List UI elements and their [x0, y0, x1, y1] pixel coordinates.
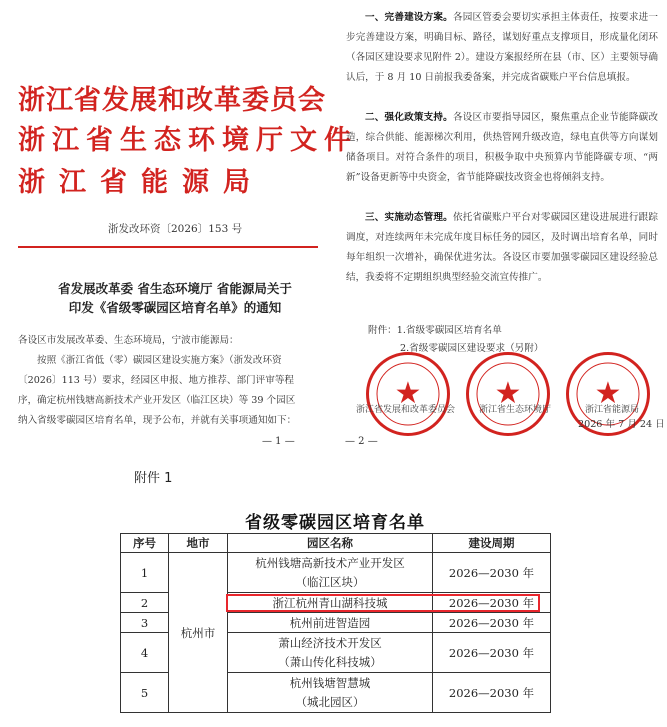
seal-2: [466, 352, 550, 436]
issuer-line-2: 浙江省生态环境厅文件: [18, 125, 358, 156]
header-no: 序号: [121, 534, 169, 553]
period: 2026—2030 年: [433, 593, 551, 613]
period: 2026—2030 年: [433, 673, 551, 713]
header-park-name: 园区名称: [228, 534, 433, 553]
park-list-table: [120, 533, 551, 713]
city-cell: 杭州市: [169, 553, 228, 713]
park-name: 浙江杭州青山湖科技城: [228, 593, 433, 613]
seal-1: [366, 352, 450, 436]
park-name-line: （城北园区）: [295, 694, 365, 709]
paragraph-3-text: 依托省碳账户平台对零碳园区建设进展进行跟踪调度，对连续两年未完成年度目标任务的园区，及时调出培育名单，同时每年组织一次增补，确保优进劣汰。各设区市要加强零碳园区建设经验总结，我委将不定期组织典型经验交流宣传推广。: [346, 212, 659, 283]
paragraph-3: [346, 208, 658, 288]
star-icon: ★: [594, 376, 622, 411]
park-name-line: 萧山经济技术开发区: [278, 635, 382, 650]
row-no: 2: [121, 593, 169, 613]
body-line-2: 〔2026〕113 号）要求，经园区申报、地方推荐、部门评审等程: [18, 375, 295, 386]
page-number-2: — 2 —: [345, 436, 378, 447]
notice-title-line-1: 省发展改革委 省生态环境厅 省能源局关于: [58, 281, 292, 296]
row-no: 3: [121, 613, 169, 633]
red-divider-line: [18, 246, 318, 248]
body-line-4: 纳入省级零碳园区培育名单，现予公布，并就有关事项通知如下：: [18, 415, 297, 426]
period: 2026—2030 年: [433, 553, 551, 593]
issuer-line-1: 浙江省发展和改革委员会: [18, 85, 326, 116]
notice-title-line-2: 印发《省级零碳园区培育名单》的通知: [68, 300, 282, 315]
park-name-line: （萧山传化科技城）: [278, 654, 382, 669]
body-line-1: 按照《浙江省低（零）碳园区建设实施方案》（浙发改环资: [37, 355, 282, 366]
signer-2: 浙江省生态环境厅: [479, 405, 552, 415]
page-number-1: — 1 —: [262, 436, 295, 447]
park-name: [228, 633, 433, 673]
star-icon: ★: [494, 376, 522, 411]
paragraph-1-text: 各园区管委会要切实承担主体责任，按要求进一步完善建设方案，明确目标、路径，谋划好重点支撑项目，形成量化闭环（各园区建设要求见附件 2）。建设方案报经所在县（市、区）主要领导确认后，于 8 月 10 日前报我委备案，并完成省碳账户平台信息填报。: [346, 12, 659, 83]
paragraph-2-text: 各设区市要指导园区，聚焦重点企业节能降碳改造，综合供能、能源梯次利用，供热管网升级改造，绿电直供等方向谋划储备项目。对符合条件的项目，积极争取中央预算内节能降碳专项、“两新”设备更新等中央资金，省节能降碳技改资金也将倾斜支持。: [346, 112, 659, 183]
park-name-line: 杭州钱塘智慧城: [289, 675, 371, 690]
paragraph-3-lead: 三、实施动态管理。: [365, 212, 453, 223]
period: 2026—2030 年: [433, 613, 551, 633]
table-header-row: [121, 534, 551, 553]
header-period: 建设周期: [433, 534, 551, 553]
row-2-highlight-box: [226, 594, 540, 612]
paragraph-1-lead: 一、完善建设方案。: [365, 12, 453, 23]
signer-1: 浙江省发展和改革委员会: [356, 405, 456, 415]
attachment-2: 2.省级零碳园区建设要求（另附）: [400, 343, 544, 354]
park-name: [228, 553, 433, 593]
attachment-label: 附件 1: [134, 471, 173, 486]
addressee: 各设区市发展改革委、生态环境局，宁波市能源局：: [18, 335, 239, 346]
list-title: 省级零碳园区培育名单: [245, 513, 425, 533]
park-name-line: 杭州钱塘高新技术产业开发区: [255, 555, 405, 570]
paragraph-2-lead: 二、强化政策支持。: [365, 112, 453, 123]
issuer-line-3: 浙江省能源局: [18, 167, 264, 198]
issue-date: 2026 年 7 月 24 日: [578, 419, 665, 430]
period: 2026—2030 年: [433, 633, 551, 673]
attachments-label: 附件：1.省级零碳园区培育名单: [368, 325, 502, 336]
header-city: 地市: [169, 534, 228, 553]
paragraph-2: [346, 108, 658, 188]
body-line-3: 序，确定杭州钱塘高新技术产业开发区（临江区块）等 39 个园区: [18, 395, 296, 406]
document-number: 浙发改环资〔2026〕153 号: [108, 223, 243, 235]
park-name: 杭州前进智造园: [228, 613, 433, 633]
signer-3: 浙江省能源局: [585, 405, 640, 415]
row-no: 4: [121, 633, 169, 673]
row-no: 5: [121, 673, 169, 713]
paragraph-1: [346, 8, 658, 88]
park-name: [228, 673, 433, 713]
star-icon: ★: [394, 376, 422, 411]
row-no: 1: [121, 553, 169, 593]
table-row: [121, 553, 551, 593]
park-name-line: （临江区块）: [295, 574, 365, 589]
